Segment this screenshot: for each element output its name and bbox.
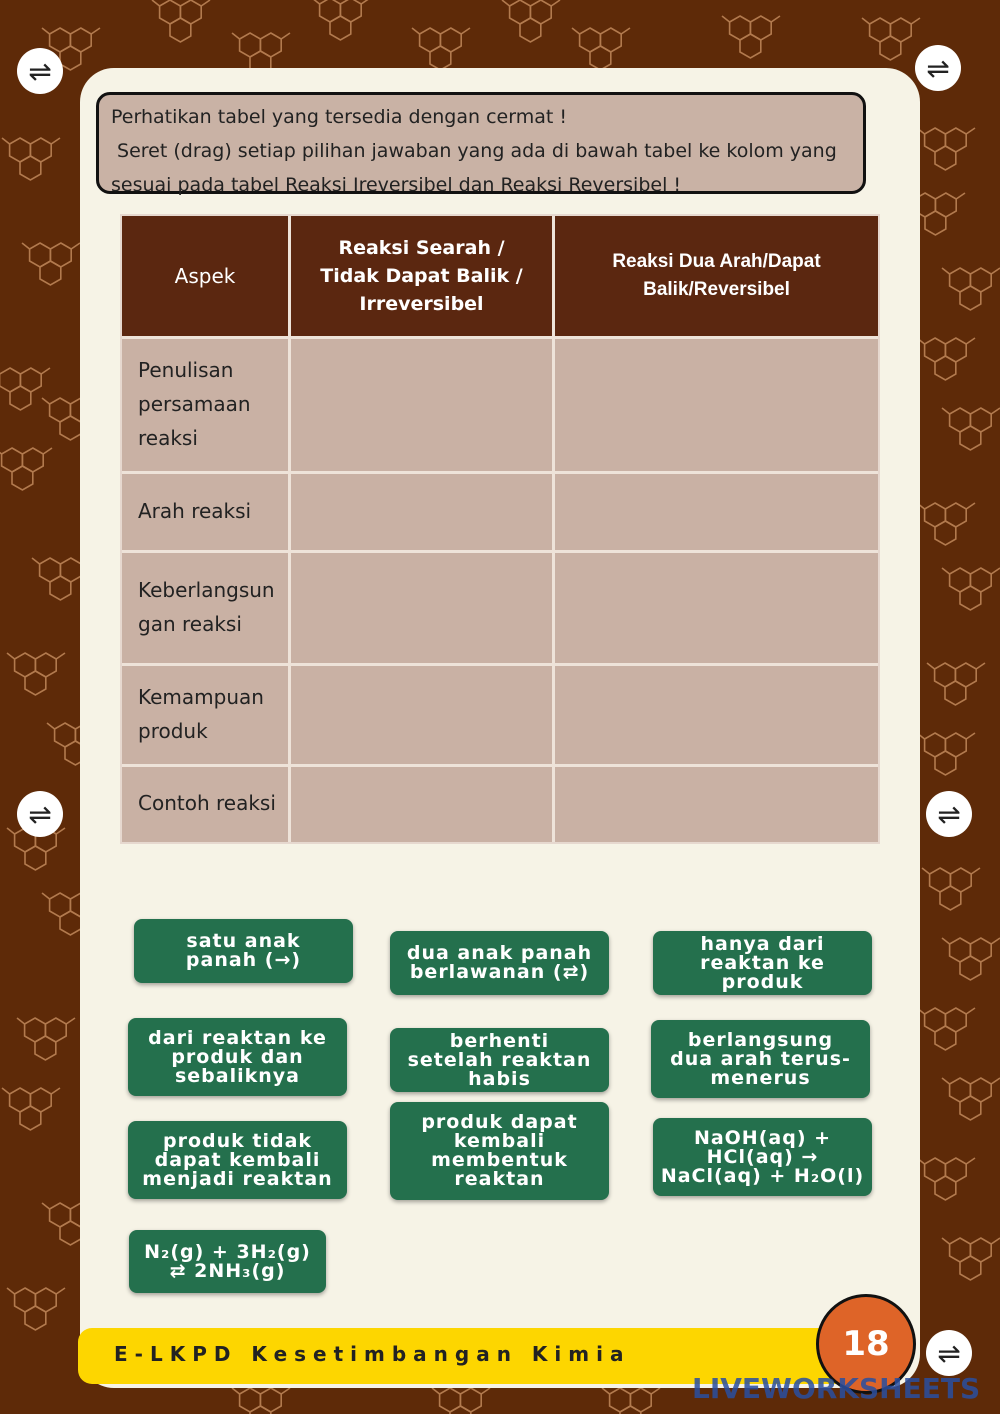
answer-chip[interactable]: hanya dari reaktan ke produk [653,931,872,995]
drop-zone[interactable] [555,474,878,550]
equilibrium-arrows-icon[interactable]: ⇌ [17,791,63,837]
drop-zone[interactable] [291,339,552,471]
equilibrium-arrows-icon[interactable]: ⇌ [17,48,63,94]
table-header-aspek: Aspek [122,216,288,336]
drop-zone[interactable] [291,553,552,663]
table-header-irreversible: Reaksi Searah / Tidak Dapat Balik / Irreversibel [291,216,552,336]
answer-chip[interactable]: dua anak panah berlawanan (⇄) [390,931,609,995]
page-number-badge: 18 [816,1294,916,1394]
instruction-line-1: Perhatikan tabel yang tersedia dengan cermat ! [111,106,567,128]
drop-zone[interactable] [555,767,878,842]
liveworksheets-watermark: LIVEWORKSHEETS [692,1372,981,1405]
answer-chip[interactable]: NaOH(aq) + HCl(aq) → NaCl(aq) + H₂O(l) [653,1118,872,1196]
drop-zone[interactable] [555,666,878,764]
row-label-arah: Arah reaksi [138,499,252,523]
equilibrium-arrows-icon[interactable]: ⇌ [926,1330,972,1376]
answer-chip[interactable]: berhenti setelah reaktan habis [390,1028,609,1092]
drop-zone[interactable] [291,767,552,842]
answer-chip[interactable]: berlangsung dua arah terus-menerus [651,1020,870,1098]
answer-chip[interactable]: dari reaktan ke produk dan sebaliknya [128,1018,347,1096]
instruction-line-3: sesuai pada tabel Reaksi Ireversibel dan Reaksi Reversibel ! [111,174,682,196]
answer-chip[interactable]: N₂(g) + 3H₂(g) ⇄ 2NH₃(g) [129,1230,326,1293]
drop-zone[interactable] [555,339,878,471]
instruction-line-2: Seret (drag) setiap pilihan jawaban yang ada di bawah tabel ke kolom yang [111,140,837,162]
row-label-kemampuan: Kemampuan produk [138,685,264,743]
drop-zone[interactable] [291,474,552,550]
answer-chip[interactable]: satu anak panah (→) [134,919,353,983]
instruction-box [96,92,866,194]
row-label-keberlangsungan: Keberlangsungan reaksi [138,578,275,636]
drop-zone[interactable] [555,553,878,663]
footer-title: E-LKPD Kesetimbangan Kimia [114,1342,631,1366]
comparison-table [120,214,880,844]
equilibrium-arrows-icon[interactable]: ⇌ [915,45,961,91]
equilibrium-arrows-icon[interactable]: ⇌ [926,791,972,837]
answer-chip[interactable]: produk dapat kembali membentuk reaktan [390,1102,609,1200]
row-label-penulisan: Penulisan persamaan reaksi [138,358,251,450]
drop-zone[interactable] [291,666,552,764]
table-header-reversible: Reaksi Dua Arah/Dapat Balik/Reversibel [555,216,878,336]
answer-chip[interactable]: produk tidak dapat kembali menjadi reaktan [128,1121,347,1199]
row-label-contoh: Contoh reaksi [138,791,276,815]
